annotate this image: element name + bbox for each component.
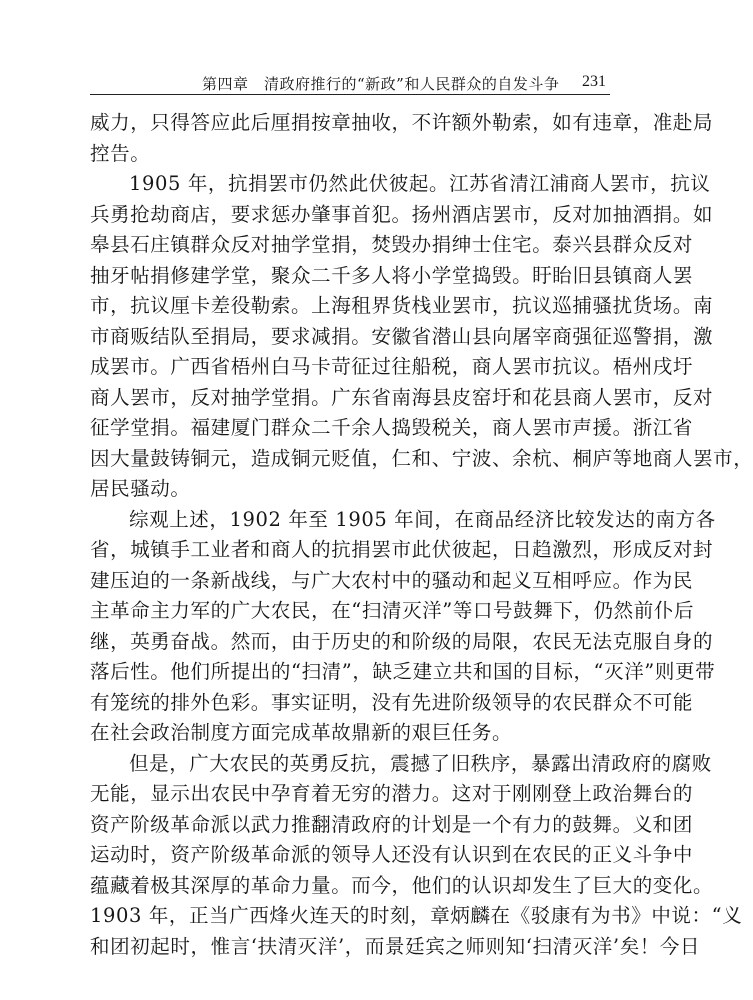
paragraph [90, 169, 753, 505]
chapter-title: 第四章 清政府推行的“新政”和人民群众的自发斗争 [202, 75, 560, 93]
text-line: 运动时，资产阶级革命派的领导人还没有认识到在农民的正义斗争中 [90, 843, 694, 866]
text-line: 居民骚动。 [90, 477, 191, 500]
running-header [90, 72, 610, 95]
body-text [90, 108, 753, 962]
text-line: 1905 年，抗捐罢市仍然此伏彼起。江苏省清江浦商人罢市，抗议 [129, 172, 711, 195]
text-line: 1903 年，正当广西烽火连天的时刻，章炳麟在《驳康有为书》中说：“义 [90, 904, 743, 927]
text-line: 但是，广大农民的英勇反抗，震撼了旧秩序，暴露出清政府的腐败 [129, 751, 712, 775]
text-line: 因大量鼓铸铜元，造成铜元贬值，仁和、宁波、余杭、桐庐等地商人罢市， [90, 446, 753, 470]
text-line: 有笼统的排外色彩。事实证明，没有先进阶级领导的农民群众不可能 [90, 690, 694, 714]
text-line: 和团初起时，惟言‘扶清灭洋’，而景廷宾之师则知‘扫清灭洋’矣！今日 [90, 934, 701, 958]
text-line: 征学堂捐。福建厦门群众二千余人捣毁税关，商人罢市声援。浙江省 [90, 416, 694, 439]
text-line: 落后性。他们所提出的“扫清”，缺乏建立共和国的目标，“灭洋”则更带 [90, 660, 716, 683]
text-line: 无能，显示出农民中孕育着无穷的潜力。这对于刚刚登上政治舞台的 [90, 782, 694, 805]
text-line: 建压迫的一条新战线，与广大农村中的骚动和起义互相呼应。作为民 [90, 568, 694, 592]
paragraph [90, 505, 716, 749]
text-line: 抽牙帖捐修建学堂，聚众二千多人将小学堂捣毁。盱眙旧县镇商人罢 [90, 263, 694, 287]
text-line: 成罢市。广西省梧州白马卡苛征过往船税，商人罢市抗议。梧州戌圩 [90, 355, 694, 378]
text-line: 继，英勇奋战。然而，由于历史的和阶级的局限，农民无法克服自身的 [90, 629, 714, 653]
text-line: 市商贩结队至捐局，要求减捐。安徽省潜山县向屠宰商强征巡警捐，激 [90, 324, 714, 348]
text-line: 商人罢市，反对抽学堂捐。广东省南海县皮窑圩和花县商人罢市，反对 [90, 385, 714, 409]
text-line: 威力，只得答应此后厘捐按章抽收，不许额外勒索，如有违章，准赴局 [90, 111, 714, 134]
text-line: 省，城镇手工业者和商人的抗捐罢市此伏彼起，日趋激烈，形成反对封 [90, 538, 714, 561]
text-line: 主革命主力军的广大农民，在“扫清灭洋”等口号鼓舞下，仍然前仆后 [90, 599, 695, 622]
text-line: 市，抗议厘卡差役勒索。上海租界货栈业罢市，抗议巡捕骚扰货场。南 [90, 294, 714, 317]
text-line: 在社会政治制度方面完成革故鼎新的艰巨任务。 [90, 721, 513, 744]
paragraph [90, 749, 743, 963]
text-line: 资产阶级革命派以武力推翻清政府的计划是一个有力的鼓舞。义和团 [90, 812, 694, 836]
page-number: 231 [582, 73, 606, 90]
text-line: 兵勇抢劫商店，要求惩办肇事首犯。扬州酒店罢市，反对加抽酒捐。如 [90, 202, 714, 226]
text-line: 综观上述，1902 年至 1905 年间，在商品经济比较发达的南方各 [129, 507, 716, 531]
text-line: 蕴藏着极其深厚的革命力量。而今，他们的认识却发生了巨大的变化。 [90, 873, 714, 897]
text-line: 皋县石庄镇群众反对抽学堂捐，焚毁办捐绅士住宅。泰兴县群众反对 [90, 233, 694, 256]
text-line: 控告。 [90, 141, 151, 165]
paragraph [90, 108, 714, 169]
